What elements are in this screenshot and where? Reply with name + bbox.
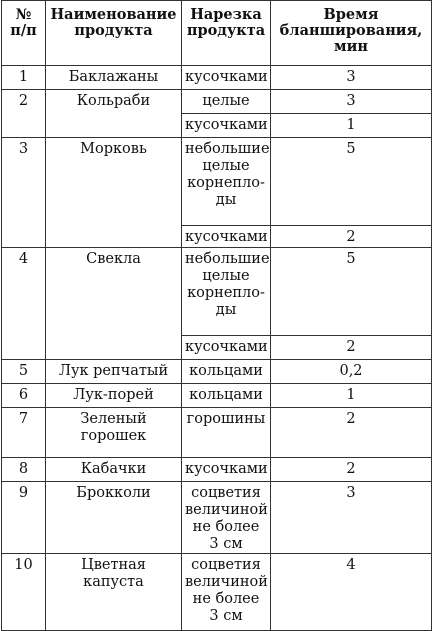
cell-time: 0,2	[271, 360, 432, 384]
cell-num: 4	[2, 248, 46, 360]
cell-name: Кабачки	[46, 458, 182, 482]
cell-name: Свекла	[46, 248, 182, 360]
cell-cut: кусочками	[182, 114, 271, 138]
cell-time: 2	[271, 408, 432, 458]
blanching-table	[1, 0, 432, 631]
cell-cut: соцветия величиной не более 3 см	[182, 554, 271, 631]
table-row	[2, 458, 432, 482]
cell-time: 5	[271, 248, 432, 336]
header-num: № п/п	[2, 1, 46, 66]
table-row	[2, 408, 432, 458]
cell-name: Зеленый горошек	[46, 408, 182, 458]
cell-name: Баклажаны	[46, 66, 182, 90]
cell-name: Морковь	[46, 138, 182, 248]
table-row	[2, 90, 432, 114]
cell-time: 2	[271, 226, 432, 248]
cell-name: Кольраби	[46, 90, 182, 138]
table-row	[2, 384, 432, 408]
header-cut: Нарезка продукта	[182, 1, 271, 66]
cell-num: 8	[2, 458, 46, 482]
header-name: Наименование продукта	[46, 1, 182, 66]
cell-time: 1	[271, 384, 432, 408]
cell-num: 6	[2, 384, 46, 408]
cell-time: 5	[271, 138, 432, 226]
cell-num: 7	[2, 408, 46, 458]
cell-cut: кусочками	[182, 458, 271, 482]
table-row	[2, 554, 432, 631]
cell-cut: целые	[182, 90, 271, 114]
cell-cut: горошины	[182, 408, 271, 458]
cell-cut: кусочками	[182, 336, 271, 360]
header-time: Время бланширования, мин	[271, 1, 432, 66]
cell-time: 2	[271, 336, 432, 360]
table-row	[2, 66, 432, 90]
cell-cut: небольшие целые корнепло- ды	[182, 138, 271, 226]
cell-cut: кусочками	[182, 66, 271, 90]
cell-cut: соцветия величиной не более 3 см	[182, 482, 271, 554]
cell-cut: кольцами	[182, 384, 271, 408]
cell-time: 1	[271, 114, 432, 138]
cell-time: 3	[271, 66, 432, 90]
cell-time: 2	[271, 458, 432, 482]
cell-num: 5	[2, 360, 46, 384]
cell-time: 3	[271, 90, 432, 114]
cell-cut: кольцами	[182, 360, 271, 384]
table-row	[2, 482, 432, 554]
cell-name: Цветная капуста	[46, 554, 182, 631]
cell-time: 4	[271, 554, 432, 631]
cell-time: 3	[271, 482, 432, 554]
cell-name: Лук-порей	[46, 384, 182, 408]
cell-num: 3	[2, 138, 46, 248]
cell-num: 10	[2, 554, 46, 631]
table-row	[2, 248, 432, 336]
cell-num: 1	[2, 66, 46, 90]
cell-name: Лук репчатый	[46, 360, 182, 384]
header-row	[2, 1, 432, 66]
cell-cut: кусочками	[182, 226, 271, 248]
cell-cut: небольшие целые корнепло- ды	[182, 248, 271, 336]
cell-num: 9	[2, 482, 46, 554]
table-row	[2, 360, 432, 384]
cell-num: 2	[2, 90, 46, 138]
cell-name: Брокколи	[46, 482, 182, 554]
table-row	[2, 138, 432, 226]
